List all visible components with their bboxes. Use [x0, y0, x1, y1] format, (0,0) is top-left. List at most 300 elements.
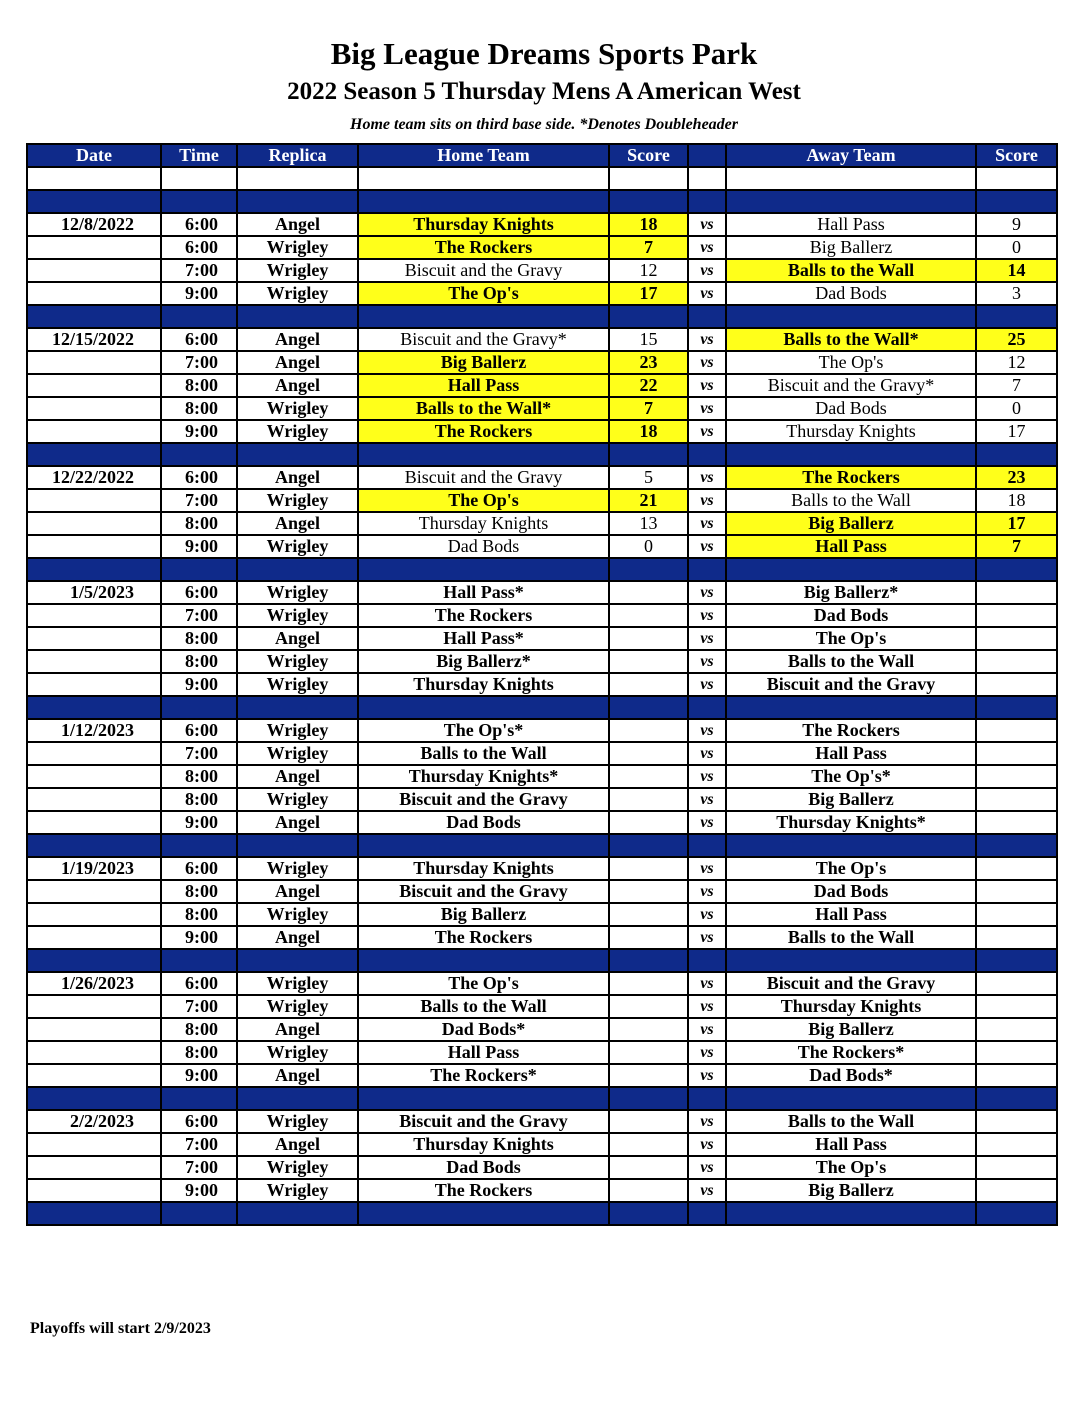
game-row	[27, 650, 1057, 673]
game-row	[27, 972, 1057, 995]
game-field: Wrigley	[237, 742, 358, 765]
away-team: Balls to the Wall	[726, 926, 976, 949]
game-field: Angel	[237, 351, 358, 374]
away-team: Big Ballerz	[726, 1018, 976, 1041]
game-row	[27, 213, 1057, 236]
home-team: Big Ballerz*	[358, 650, 609, 673]
game-time: 8:00	[161, 397, 237, 420]
home-score	[609, 742, 688, 765]
game-time: 6:00	[161, 857, 237, 880]
home-score	[609, 880, 688, 903]
game-field: Wrigley	[237, 857, 358, 880]
game-date: 1/12/2023	[27, 719, 161, 742]
game-time: 9:00	[161, 673, 237, 696]
game-row	[27, 236, 1057, 259]
vs-label: vs	[688, 627, 726, 650]
home-team: Hall Pass	[358, 374, 609, 397]
home-team: Biscuit and the Gravy*	[358, 328, 609, 351]
away-team: Big Ballerz	[726, 1179, 976, 1202]
away-team: Big Ballerz	[726, 788, 976, 811]
vs-label: vs	[688, 213, 726, 236]
game-date: 1/5/2023	[27, 581, 161, 604]
game-field: Wrigley	[237, 995, 358, 1018]
game-time: 7:00	[161, 489, 237, 512]
vs-label: vs	[688, 351, 726, 374]
home-score	[609, 903, 688, 926]
home-score: 22	[609, 374, 688, 397]
away-score	[976, 1041, 1057, 1064]
game-time: 8:00	[161, 903, 237, 926]
game-field: Wrigley	[237, 420, 358, 443]
vs-label: vs	[688, 535, 726, 558]
away-score: 25	[976, 328, 1057, 351]
game-row	[27, 1156, 1057, 1179]
home-score	[609, 1156, 688, 1179]
game-date	[27, 627, 161, 650]
away-team: Dad Bods	[726, 397, 976, 420]
home-team: Balls to the Wall*	[358, 397, 609, 420]
game-date	[27, 374, 161, 397]
home-score	[609, 673, 688, 696]
week-separator-row	[27, 834, 1057, 857]
week-separator-row	[27, 305, 1057, 328]
away-team: Dad Bods	[726, 604, 976, 627]
game-row	[27, 673, 1057, 696]
home-team: Dad Bods	[358, 1156, 609, 1179]
home-team: The Op's	[358, 282, 609, 305]
away-score	[976, 903, 1057, 926]
col-header-vs	[688, 144, 726, 167]
game-time: 8:00	[161, 374, 237, 397]
away-team: The Op's	[726, 627, 976, 650]
week-separator-row	[27, 190, 1057, 213]
home-score: 7	[609, 236, 688, 259]
home-score: 18	[609, 420, 688, 443]
home-team: The Rockers	[358, 1179, 609, 1202]
game-date	[27, 995, 161, 1018]
game-row	[27, 351, 1057, 374]
home-team: Biscuit and the Gravy	[358, 1110, 609, 1133]
away-score	[976, 650, 1057, 673]
away-score: 14	[976, 259, 1057, 282]
vs-label: vs	[688, 673, 726, 696]
away-score	[976, 627, 1057, 650]
col-header-home-score: Score	[609, 144, 688, 167]
away-team: Balls to the Wall	[726, 489, 976, 512]
game-time: 8:00	[161, 1018, 237, 1041]
game-date	[27, 1041, 161, 1064]
game-field: Angel	[237, 374, 358, 397]
vs-label: vs	[688, 903, 726, 926]
col-header-away-score: Score	[976, 144, 1057, 167]
home-team: Thursday Knights	[358, 512, 609, 535]
game-field: Wrigley	[237, 259, 358, 282]
away-team: Hall Pass	[726, 1133, 976, 1156]
vs-label: vs	[688, 972, 726, 995]
home-score	[609, 972, 688, 995]
blank-row	[27, 167, 1057, 190]
away-team: Dad Bods	[726, 880, 976, 903]
game-date	[27, 1018, 161, 1041]
away-team: The Op's	[726, 351, 976, 374]
away-score: 7	[976, 535, 1057, 558]
game-date	[27, 489, 161, 512]
header-row	[27, 144, 1057, 167]
away-score: 0	[976, 397, 1057, 420]
week-separator-row	[27, 1202, 1057, 1225]
away-score	[976, 972, 1057, 995]
vs-label: vs	[688, 1179, 726, 1202]
away-team: Thursday Knights	[726, 420, 976, 443]
vs-label: vs	[688, 236, 726, 259]
away-team: The Rockers	[726, 466, 976, 489]
week-separator-row	[27, 696, 1057, 719]
away-score	[976, 1018, 1057, 1041]
home-team: Big Ballerz	[358, 351, 609, 374]
home-team: Dad Bods	[358, 811, 609, 834]
away-score	[976, 1110, 1057, 1133]
game-date	[27, 765, 161, 788]
game-time: 9:00	[161, 1179, 237, 1202]
game-date	[27, 1179, 161, 1202]
vs-label: vs	[688, 489, 726, 512]
vs-label: vs	[688, 995, 726, 1018]
game-time: 6:00	[161, 972, 237, 995]
game-time: 7:00	[161, 259, 237, 282]
home-team: Thursday Knights	[358, 673, 609, 696]
game-field: Wrigley	[237, 236, 358, 259]
home-team: The Op's*	[358, 719, 609, 742]
game-row	[27, 397, 1057, 420]
away-score: 17	[976, 420, 1057, 443]
game-time: 8:00	[161, 627, 237, 650]
away-score	[976, 581, 1057, 604]
game-date	[27, 351, 161, 374]
home-score: 13	[609, 512, 688, 535]
vs-label: vs	[688, 512, 726, 535]
game-date	[27, 259, 161, 282]
home-team-note: Home team sits on third base side. *Denotes Doubleheader	[350, 116, 738, 133]
away-score	[976, 880, 1057, 903]
game-row	[27, 489, 1057, 512]
game-field: Angel	[237, 926, 358, 949]
game-date	[27, 236, 161, 259]
game-row	[27, 466, 1057, 489]
home-score	[609, 1041, 688, 1064]
home-team: The Op's	[358, 489, 609, 512]
away-team: Balls to the Wall*	[726, 328, 976, 351]
home-team: Biscuit and the Gravy	[358, 466, 609, 489]
game-row	[27, 1064, 1057, 1087]
away-score: 0	[976, 236, 1057, 259]
game-row	[27, 1018, 1057, 1041]
game-field: Wrigley	[237, 581, 358, 604]
home-score: 12	[609, 259, 688, 282]
away-score	[976, 788, 1057, 811]
home-team: Balls to the Wall	[358, 995, 609, 1018]
game-field: Wrigley	[237, 1110, 358, 1133]
game-row	[27, 1179, 1057, 1202]
game-row	[27, 811, 1057, 834]
game-field: Angel	[237, 213, 358, 236]
game-row	[27, 926, 1057, 949]
away-score: 7	[976, 374, 1057, 397]
game-time: 6:00	[161, 328, 237, 351]
game-time: 9:00	[161, 811, 237, 834]
home-team: Dad Bods*	[358, 1018, 609, 1041]
game-date	[27, 1156, 161, 1179]
away-team: Dad Bods*	[726, 1064, 976, 1087]
game-row	[27, 857, 1057, 880]
vs-label: vs	[688, 328, 726, 351]
away-score	[976, 765, 1057, 788]
away-score	[976, 1179, 1057, 1202]
week-separator-row	[27, 443, 1057, 466]
game-time: 8:00	[161, 765, 237, 788]
game-time: 8:00	[161, 512, 237, 535]
away-score	[976, 811, 1057, 834]
game-field: Wrigley	[237, 282, 358, 305]
game-time: 6:00	[161, 581, 237, 604]
game-row	[27, 535, 1057, 558]
game-time: 8:00	[161, 880, 237, 903]
away-score	[976, 1064, 1057, 1087]
vs-label: vs	[688, 788, 726, 811]
game-row	[27, 742, 1057, 765]
game-field: Wrigley	[237, 1179, 358, 1202]
game-field: Wrigley	[237, 719, 358, 742]
vs-label: vs	[688, 857, 726, 880]
game-field: Wrigley	[237, 397, 358, 420]
home-score	[609, 1018, 688, 1041]
home-team: The Rockers	[358, 926, 609, 949]
home-score: 18	[609, 213, 688, 236]
away-score	[976, 742, 1057, 765]
week-separator-row	[27, 558, 1057, 581]
game-row	[27, 788, 1057, 811]
home-team: Hall Pass*	[358, 581, 609, 604]
away-team: Hall Pass	[726, 535, 976, 558]
away-score: 18	[976, 489, 1057, 512]
col-header-time: Time	[161, 144, 237, 167]
away-score	[976, 604, 1057, 627]
game-row	[27, 512, 1057, 535]
away-team: Thursday Knights*	[726, 811, 976, 834]
col-header-date: Date	[27, 144, 161, 167]
home-score	[609, 719, 688, 742]
game-time: 7:00	[161, 351, 237, 374]
vs-label: vs	[688, 742, 726, 765]
game-date	[27, 604, 161, 627]
schedule-body	[27, 167, 1057, 1225]
away-team: The Op's*	[726, 765, 976, 788]
away-team: Biscuit and the Gravy	[726, 972, 976, 995]
game-time: 9:00	[161, 535, 237, 558]
home-score	[609, 857, 688, 880]
game-row	[27, 581, 1057, 604]
game-time: 7:00	[161, 604, 237, 627]
home-score	[609, 604, 688, 627]
game-time: 8:00	[161, 650, 237, 673]
vs-label: vs	[688, 282, 726, 305]
playoffs-note: Playoffs will start 2/9/2023	[30, 1320, 211, 1337]
game-row	[27, 719, 1057, 742]
game-date	[27, 811, 161, 834]
game-row	[27, 903, 1057, 926]
vs-label: vs	[688, 650, 726, 673]
away-team: Biscuit and the Gravy*	[726, 374, 976, 397]
home-score	[609, 1064, 688, 1087]
away-team: The Op's	[726, 857, 976, 880]
game-time: 9:00	[161, 1064, 237, 1087]
home-score	[609, 995, 688, 1018]
vs-label: vs	[688, 466, 726, 489]
game-row	[27, 1133, 1057, 1156]
col-header-replica: Replica	[237, 144, 358, 167]
game-time: 7:00	[161, 1133, 237, 1156]
home-team: Hall Pass	[358, 1041, 609, 1064]
vs-label: vs	[688, 1110, 726, 1133]
game-time: 9:00	[161, 420, 237, 443]
game-date	[27, 420, 161, 443]
game-time: 6:00	[161, 236, 237, 259]
season-subtitle: 2022 Season 5 Thursday Mens A American West	[287, 78, 801, 105]
home-team: Big Ballerz	[358, 903, 609, 926]
home-team: Thursday Knights*	[358, 765, 609, 788]
game-row	[27, 282, 1057, 305]
home-score	[609, 627, 688, 650]
game-row	[27, 1110, 1057, 1133]
schedule-table	[26, 143, 1058, 1226]
home-team: Dad Bods	[358, 535, 609, 558]
away-score	[976, 1133, 1057, 1156]
game-field: Wrigley	[237, 650, 358, 673]
game-date	[27, 788, 161, 811]
game-date	[27, 535, 161, 558]
game-time: 6:00	[161, 213, 237, 236]
game-field: Angel	[237, 512, 358, 535]
home-score	[609, 926, 688, 949]
game-date: 12/22/2022	[27, 466, 161, 489]
game-time: 9:00	[161, 926, 237, 949]
game-row	[27, 627, 1057, 650]
home-score	[609, 581, 688, 604]
home-score: 17	[609, 282, 688, 305]
away-score: 9	[976, 213, 1057, 236]
away-score	[976, 857, 1057, 880]
vs-label: vs	[688, 420, 726, 443]
home-score	[609, 788, 688, 811]
game-date: 12/15/2022	[27, 328, 161, 351]
game-date	[27, 1133, 161, 1156]
away-score	[976, 926, 1057, 949]
game-date: 1/19/2023	[27, 857, 161, 880]
away-team: Biscuit and the Gravy	[726, 673, 976, 696]
home-team: The Rockers	[358, 604, 609, 627]
game-field: Wrigley	[237, 972, 358, 995]
game-row	[27, 604, 1057, 627]
game-date	[27, 673, 161, 696]
away-team: Balls to the Wall	[726, 259, 976, 282]
game-time: 6:00	[161, 719, 237, 742]
vs-label: vs	[688, 719, 726, 742]
game-row	[27, 259, 1057, 282]
game-date	[27, 650, 161, 673]
game-field: Wrigley	[237, 1041, 358, 1064]
away-team: The Op's	[726, 1156, 976, 1179]
home-score: 23	[609, 351, 688, 374]
game-row	[27, 374, 1057, 397]
game-date: 12/8/2022	[27, 213, 161, 236]
home-team: The Rockers	[358, 236, 609, 259]
away-team: Hall Pass	[726, 742, 976, 765]
game-field: Angel	[237, 328, 358, 351]
home-team: Thursday Knights	[358, 213, 609, 236]
game-time: 9:00	[161, 282, 237, 305]
game-field: Angel	[237, 1064, 358, 1087]
game-time: 6:00	[161, 1110, 237, 1133]
away-score	[976, 673, 1057, 696]
home-team: Hall Pass*	[358, 627, 609, 650]
game-time: 7:00	[161, 742, 237, 765]
vs-label: vs	[688, 397, 726, 420]
home-score	[609, 1179, 688, 1202]
game-time: 8:00	[161, 788, 237, 811]
game-date	[27, 742, 161, 765]
vs-label: vs	[688, 880, 726, 903]
home-score	[609, 650, 688, 673]
game-field: Wrigley	[237, 903, 358, 926]
game-date: 2/2/2023	[27, 1110, 161, 1133]
home-score	[609, 1133, 688, 1156]
vs-label: vs	[688, 604, 726, 627]
week-separator-row	[27, 1087, 1057, 1110]
home-team: The Rockers	[358, 420, 609, 443]
home-score: 15	[609, 328, 688, 351]
game-field: Wrigley	[237, 489, 358, 512]
game-field: Wrigley	[237, 604, 358, 627]
home-team: Balls to the Wall	[358, 742, 609, 765]
home-score: 7	[609, 397, 688, 420]
game-row	[27, 328, 1057, 351]
game-time: 8:00	[161, 1041, 237, 1064]
away-team: Big Ballerz	[726, 512, 976, 535]
game-field: Angel	[237, 466, 358, 489]
game-row	[27, 765, 1057, 788]
game-date: 1/26/2023	[27, 972, 161, 995]
away-score: 17	[976, 512, 1057, 535]
game-field: Angel	[237, 1018, 358, 1041]
away-team: Big Ballerz*	[726, 581, 976, 604]
away-score: 3	[976, 282, 1057, 305]
away-team: Big Ballerz	[726, 236, 976, 259]
game-date	[27, 903, 161, 926]
home-team: Thursday Knights	[358, 857, 609, 880]
away-score	[976, 995, 1057, 1018]
game-field: Angel	[237, 880, 358, 903]
vs-label: vs	[688, 581, 726, 604]
home-team: Biscuit and the Gravy	[358, 259, 609, 282]
away-team: Dad Bods	[726, 282, 976, 305]
home-team: Thursday Knights	[358, 1133, 609, 1156]
vs-label: vs	[688, 1156, 726, 1179]
away-score: 23	[976, 466, 1057, 489]
away-team: The Rockers	[726, 719, 976, 742]
away-team: The Rockers*	[726, 1041, 976, 1064]
home-team: The Rockers*	[358, 1064, 609, 1087]
game-field: Angel	[237, 765, 358, 788]
game-date	[27, 282, 161, 305]
